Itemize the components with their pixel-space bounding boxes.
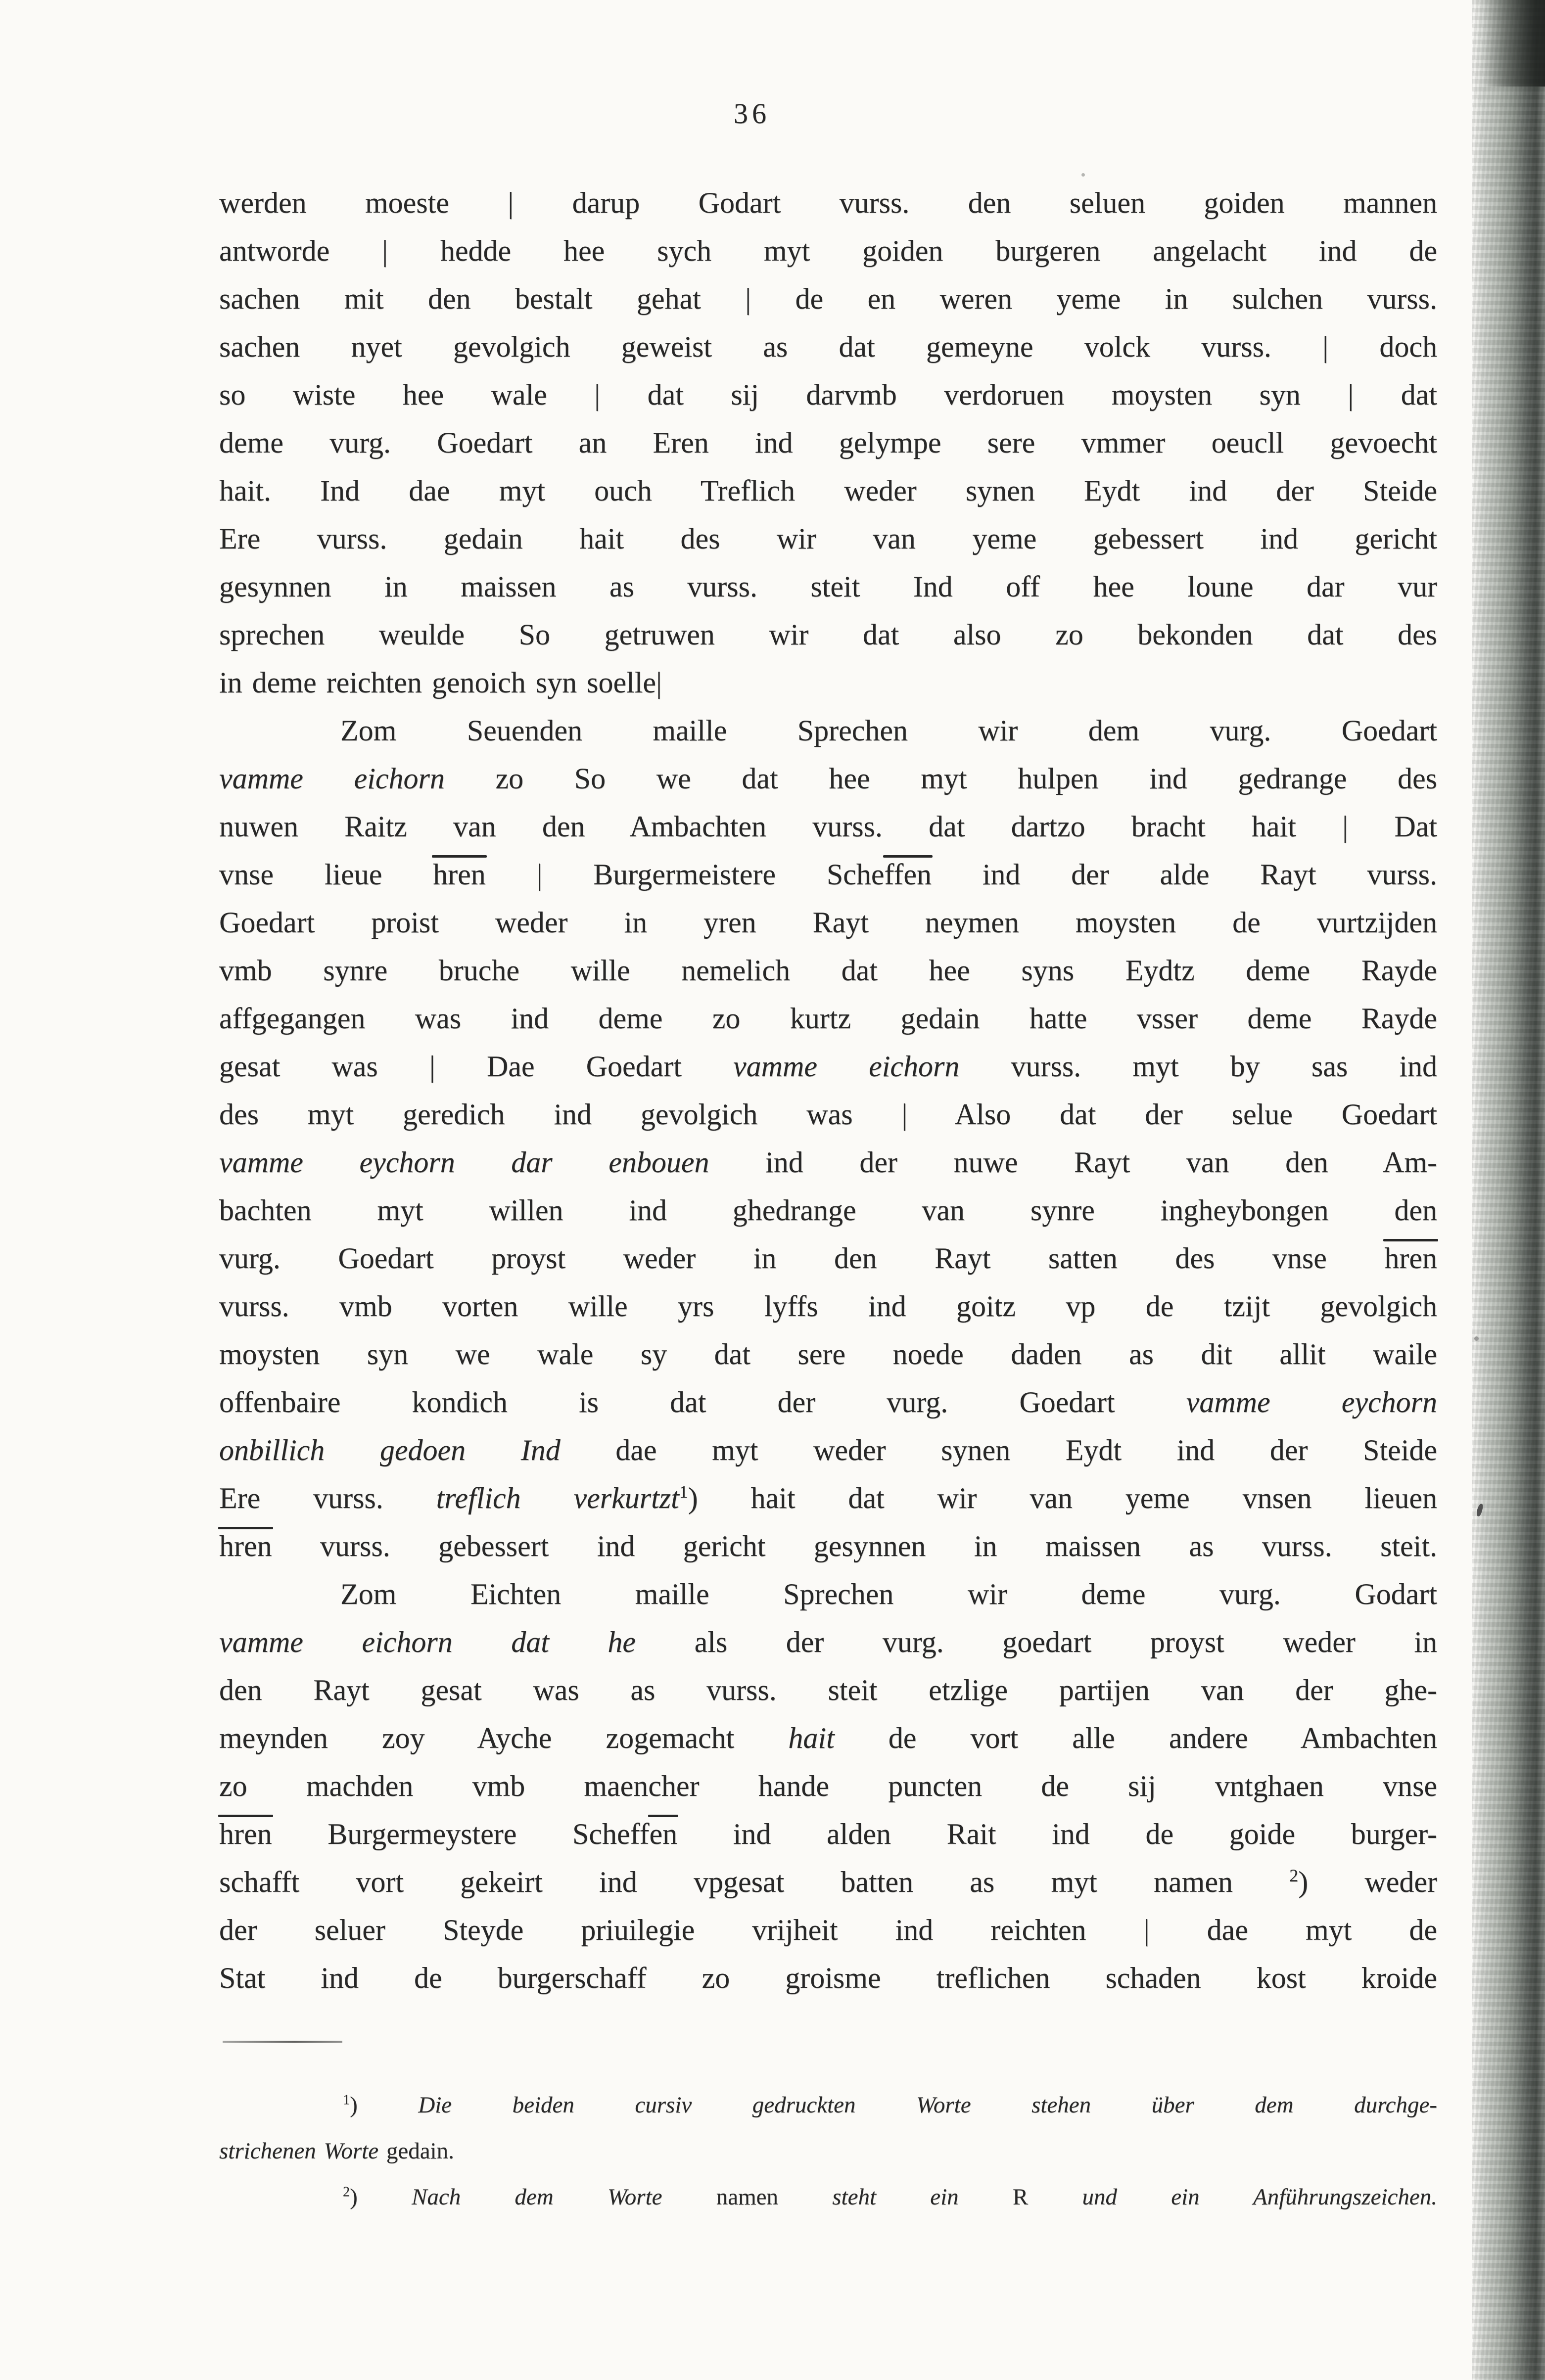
- text-line: [219, 995, 1437, 1043]
- text-run: moysten syn we wale sy dat sere noede daden as dit allit waile: [219, 1338, 1437, 1371]
- text-run: so wiste hee wale | dat sij darvmb verdoruen moysten syn | dat: [219, 378, 1437, 411]
- text-run: und ein Anführungszeichen.: [1082, 2184, 1438, 2210]
- text-run: nuwen Raitz van den Ambachten vurss. dat dartzo bracht hait | Dat: [219, 810, 1437, 843]
- page-number: 36: [734, 97, 770, 130]
- text-run: in deme reichten genoich syn soelle|: [219, 666, 662, 699]
- text-run: gesat was | Dae Goedart: [219, 1050, 734, 1083]
- text-run: Die beiden cursiv gedruckten Worte stehen über dem durchge-: [418, 2092, 1437, 2118]
- text-run: ind der nuwe Rayt van den Am-: [709, 1146, 1437, 1179]
- text-run: Burgermeystere Scheff: [272, 1818, 650, 1850]
- ink-speck: [1474, 1336, 1479, 1341]
- text-run: vamme eichorn: [733, 1050, 960, 1083]
- text-run: Goedart proist weder in yren Rayt neymen moysten de vurtzijden: [219, 906, 1437, 939]
- text-line: [219, 227, 1437, 275]
- text-run: ind alden Rait ind de goide burger-: [677, 1818, 1437, 1850]
- text-line: [219, 467, 1437, 515]
- text-run: treflich verkurtzt: [436, 1482, 679, 1514]
- text-line: [219, 1858, 1437, 1906]
- footnote-line: [219, 2174, 1437, 2220]
- text-run: vamme eychorn dar enbouen: [219, 1146, 709, 1179]
- text-run: schafft vort gekeirt ind vpgesat batten as myt namen: [219, 1866, 1290, 1898]
- text-run: werden moeste | darup Godart vurss. den seluen goiden mannen: [219, 186, 1437, 219]
- footnote-marker: 2: [1289, 1866, 1299, 1885]
- text-line: [219, 611, 1437, 659]
- text-run: der seluer Steyde priuilegie vrijheit ind reichten | dae myt de: [219, 1914, 1437, 1946]
- footnote-marker: 1: [343, 2092, 350, 2108]
- abbreviation-overline-word: ffen: [884, 858, 932, 891]
- text-line: [219, 563, 1437, 611]
- text-run: zo So we dat hee myt hulpen ind gedrange des: [444, 762, 1438, 795]
- text-run: steht ein: [832, 2184, 959, 2210]
- text-run: ind der alde Rayt vurss.: [931, 858, 1438, 891]
- text-run: R: [958, 2184, 1082, 2210]
- footnote-line: [219, 2082, 1437, 2128]
- text-run: strichenen Worte: [219, 2138, 379, 2164]
- text-run: de vort alle andere Ambachten: [834, 1722, 1438, 1754]
- scan-edge-artifact: [1472, 0, 1545, 2380]
- text-line: [219, 1043, 1437, 1091]
- text-run: vamme eichorn: [219, 762, 445, 795]
- text-run: zo machden vmb maencher hande puncten de sij vntghaen vnse: [219, 1770, 1437, 1802]
- text-line: [219, 1235, 1437, 1282]
- text-run: Ere vurss.: [219, 1482, 436, 1514]
- text-line: [219, 1378, 1437, 1426]
- text-line: [219, 1810, 1437, 1858]
- text-run: vurg. Goedart proyst weder in den Rayt satten des vnse: [219, 1242, 1385, 1275]
- text-run: hait. Ind dae myt ouch Treflich weder synen Eydt ind der Steide: [219, 474, 1437, 507]
- text-line: [219, 1762, 1437, 1810]
- text-line: [219, 1426, 1437, 1474]
- footnote-marker: 2: [343, 2184, 350, 2200]
- text-run: ): [350, 2184, 412, 2210]
- footnote-separator: [223, 2041, 342, 2043]
- text-line: [219, 899, 1437, 947]
- text-run: vurss. gebessert ind gericht gesynnen in maissen as vurss. steit.: [272, 1530, 1437, 1562]
- abbreviation-overline-word: en: [649, 1818, 678, 1850]
- text-run: ) weder: [1298, 1866, 1437, 1898]
- text-line: [219, 323, 1437, 371]
- text-run: dae myt weder synen Eydt ind der Steide: [560, 1434, 1437, 1466]
- text-line: [219, 1091, 1437, 1139]
- abbreviation-overline-word: hren: [219, 1818, 272, 1850]
- footnote-marker: 1: [679, 1482, 688, 1502]
- text-line: [219, 1522, 1437, 1570]
- text-line: [219, 371, 1437, 419]
- text-line: [219, 803, 1437, 851]
- text-line: [219, 275, 1437, 323]
- text-run: ): [350, 2092, 419, 2118]
- abbreviation-overline-word: hren: [433, 858, 486, 891]
- text-run: antworde | hedde hee sych myt goiden burgeren angelacht ind de: [219, 234, 1437, 267]
- text-run: affgegangen was ind deme zo kurtz gedain hatte vsser deme Rayde: [219, 1002, 1437, 1035]
- body-text: [219, 179, 1437, 2002]
- text-line: [219, 419, 1437, 467]
- text-line: [219, 947, 1437, 995]
- text-run: vamme eichorn dat he: [219, 1626, 636, 1658]
- text-run: | Burgermeistere Sche: [485, 858, 885, 891]
- text-run: hait: [788, 1722, 835, 1754]
- text-line: [219, 179, 1437, 227]
- text-run: vurss. vmb vorten wille yrs lyffs ind goitz vp de tzijt gevolgich: [219, 1290, 1437, 1323]
- text-run: deme vurg. Goedart an Eren ind gelympe sere vmmer oeucll gevoecht: [219, 426, 1437, 459]
- text-run: namen: [662, 2184, 833, 2210]
- text-line: [219, 1282, 1437, 1330]
- text-line: [219, 659, 1437, 707]
- text-line: [219, 1906, 1437, 1954]
- text-run: vamme eychorn: [1186, 1386, 1437, 1419]
- footnote-line: [219, 2128, 1437, 2174]
- text-line: [219, 1666, 1437, 1714]
- text-run: Stat ind de burgerschaff zo groisme treflichen schaden kost kroide: [219, 1962, 1437, 1994]
- scan-edge-corner-artifact: [1483, 0, 1545, 87]
- text-run: vmb synre bruche wille nemelich dat hee syns Eydtz deme Rayde: [219, 954, 1437, 987]
- footnotes: [219, 2082, 1437, 2220]
- text-run: offenbaire kondich is dat der vurg. Goedart: [219, 1386, 1186, 1419]
- text-run: als der vurg. goedart proyst weder in: [636, 1626, 1437, 1658]
- text-run: Zom Eichten maille Sprechen wir deme vurg. Godart: [340, 1578, 1437, 1610]
- text-run: den Rayt gesat was as vurss. steit etzlige partijen van der ghe-: [219, 1674, 1437, 1706]
- text-line: [219, 1954, 1437, 2002]
- text-line: [219, 1139, 1437, 1187]
- text-run: sachen mit den bestalt gehat | de en weren yeme in sulchen vurss.: [219, 282, 1437, 315]
- text-line: [219, 851, 1437, 899]
- text-run: Nach dem Worte: [411, 2184, 662, 2210]
- text-run: gesynnen in maissen as vurss. steit Ind off hee loune dar vur: [219, 570, 1437, 603]
- text-run: Ere vurss. gedain hait des wir van yeme gebessert ind gericht: [219, 522, 1437, 555]
- text-line: [219, 755, 1437, 803]
- text-run: vnse lieue: [219, 858, 433, 891]
- text-run: des myt geredich ind gevolgich was | Also dat der selue Goedart: [219, 1098, 1437, 1131]
- text-line: [219, 1187, 1437, 1235]
- text-line: [219, 515, 1437, 563]
- text-run: sprechen weulde So getruwen wir dat also zo bekonden dat des: [219, 618, 1437, 651]
- text-run: bachten myt willen ind ghedrange van synre ingheybongen den: [219, 1194, 1437, 1227]
- text-run: vurss. myt by sas ind: [959, 1050, 1437, 1083]
- text-run: Zom Seuenden maille Sprechen wir dem vurg. Goedart: [340, 714, 1437, 747]
- text-line: [219, 1570, 1437, 1618]
- text-line: [219, 707, 1437, 755]
- text-run: onbillich gedoen Ind: [219, 1434, 561, 1466]
- text-line: [219, 1330, 1437, 1378]
- text-line: [219, 1714, 1437, 1762]
- text-line: [219, 1618, 1437, 1666]
- abbreviation-overline-word: hren: [219, 1530, 272, 1562]
- ink-speck: [1081, 173, 1085, 177]
- text-run: gedain.: [378, 2138, 454, 2164]
- abbreviation-overline-word: hren: [1384, 1242, 1437, 1275]
- text-line: [219, 1474, 1437, 1522]
- text-run: sachen nyet gevolgich geweist as dat gemeyne volck vurss. | doch: [219, 330, 1437, 363]
- text-run: meynden zoy Ayche zogemacht: [219, 1722, 789, 1754]
- text-run: ) hait dat wir van yeme vnsen lieuen: [688, 1482, 1437, 1514]
